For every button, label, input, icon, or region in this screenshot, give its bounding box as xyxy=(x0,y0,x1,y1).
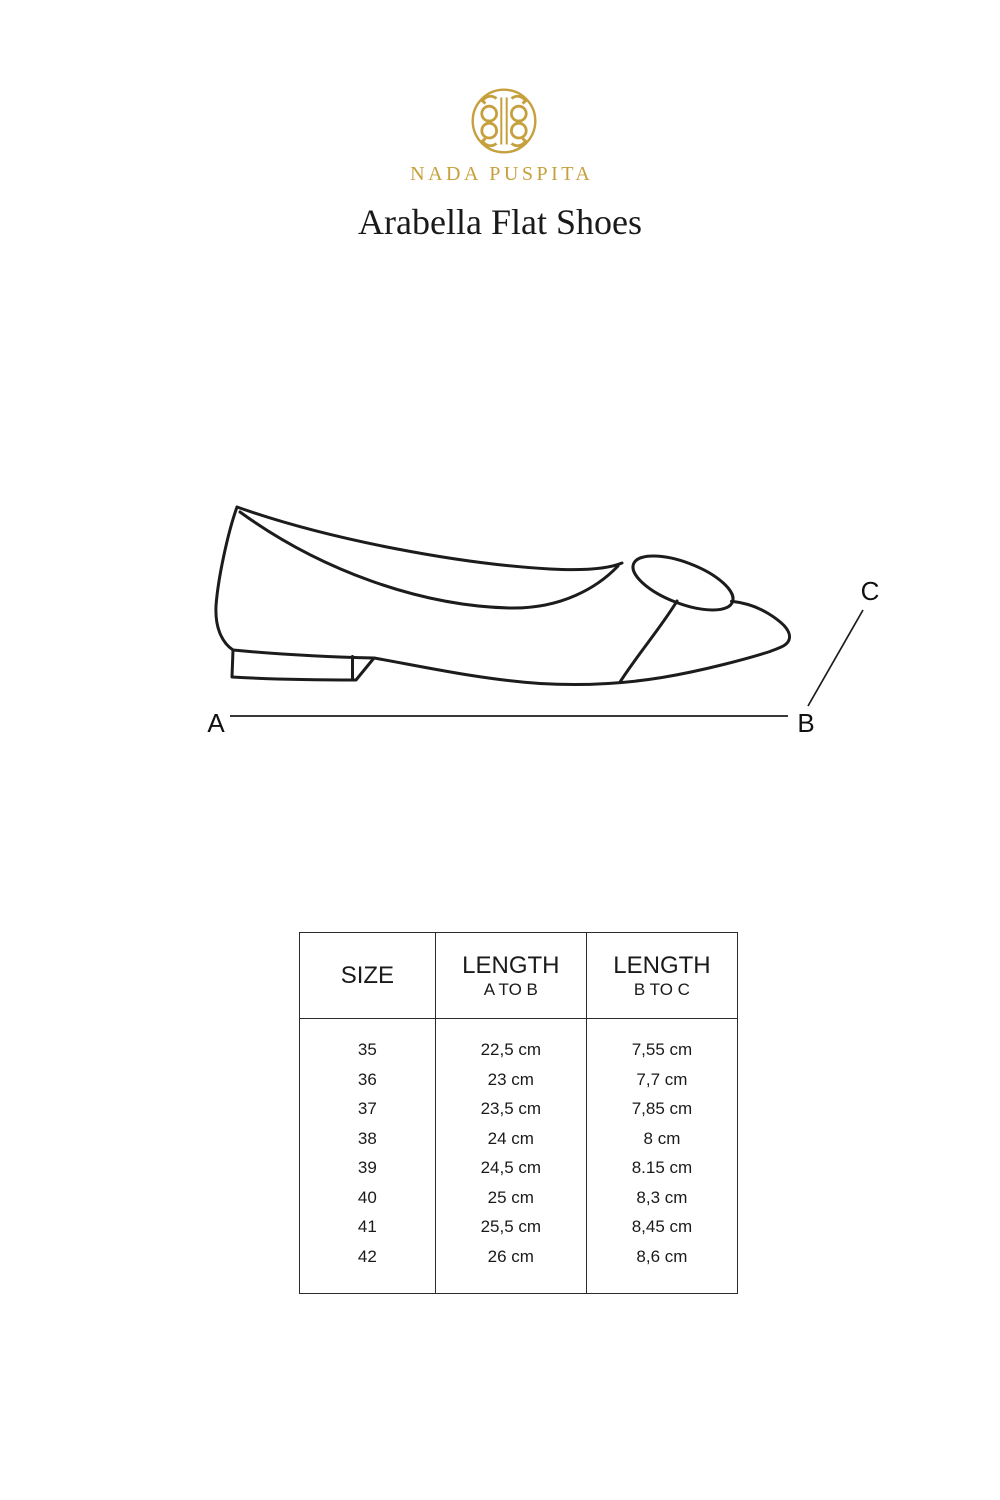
table-row xyxy=(300,1212,738,1242)
table-row xyxy=(300,1153,738,1183)
size-table xyxy=(299,932,738,1294)
brand-monogram-icon xyxy=(470,87,538,155)
col-header-length-a-to-b-sub: A TO B xyxy=(483,979,538,999)
marker-label-c: C xyxy=(860,576,880,606)
marker-label-b: B xyxy=(797,708,815,738)
b-to-c-line xyxy=(808,610,863,706)
shoe-drawing xyxy=(216,507,790,685)
brand-name: NADA PUSPITA xyxy=(410,163,594,185)
table-row xyxy=(300,1242,738,1294)
size-cell: 38 xyxy=(300,1124,436,1154)
page-title: Arabella Flat Shoes xyxy=(358,202,642,242)
length-b-to-c-cell: 7,7 cm xyxy=(586,1065,737,1095)
size-cell: 39 xyxy=(300,1153,436,1183)
col-header-length-b-to-c-title: LENGTH xyxy=(613,951,711,979)
length-a-to-b-cell: 24,5 cm xyxy=(435,1153,586,1183)
table-row xyxy=(300,1183,738,1213)
length-b-to-c-cell: 7,55 cm xyxy=(586,1019,737,1065)
col-header-length-b-to-c-sub: B TO C xyxy=(633,979,690,999)
length-b-to-c-cell: 8,45 cm xyxy=(586,1212,737,1242)
table-row xyxy=(300,1124,738,1154)
measurement-diagram xyxy=(180,460,900,760)
length-a-to-b-cell: 25 cm xyxy=(435,1183,586,1213)
length-b-to-c-cell: 8 cm xyxy=(586,1124,737,1154)
length-b-to-c-cell: 7,85 cm xyxy=(586,1094,737,1124)
col-header-size xyxy=(300,933,436,1019)
table-header-row xyxy=(300,933,738,1019)
marker-label-a: A xyxy=(207,708,225,738)
col-header-size-label: SIZE xyxy=(340,961,395,989)
size-cell: 40 xyxy=(300,1183,436,1213)
size-cell: 41 xyxy=(300,1212,436,1242)
col-header-length-a-to-b xyxy=(435,933,586,1019)
length-a-to-b-cell: 25,5 cm xyxy=(435,1212,586,1242)
brand-logo xyxy=(470,87,538,155)
table-row xyxy=(300,1094,738,1124)
length-b-to-c-cell: 8,3 cm xyxy=(586,1183,737,1213)
size-cell: 37 xyxy=(300,1094,436,1124)
col-header-length-b-to-c xyxy=(586,933,737,1019)
length-b-to-c-cell: 8.15 cm xyxy=(586,1153,737,1183)
size-cell: 42 xyxy=(300,1242,436,1294)
length-a-to-b-cell: 26 cm xyxy=(435,1242,586,1294)
size-cell: 36 xyxy=(300,1065,436,1095)
col-header-length-a-to-b-title: LENGTH xyxy=(462,951,560,979)
length-a-to-b-cell: 24 cm xyxy=(435,1124,586,1154)
length-a-to-b-cell: 23 cm xyxy=(435,1065,586,1095)
table-row xyxy=(300,1019,738,1065)
length-a-to-b-cell: 23,5 cm xyxy=(435,1094,586,1124)
size-cell: 35 xyxy=(300,1019,436,1065)
length-a-to-b-cell: 22,5 cm xyxy=(435,1019,586,1065)
table-row xyxy=(300,1065,738,1095)
length-b-to-c-cell: 8,6 cm xyxy=(586,1242,737,1294)
oval-ornament xyxy=(626,545,740,621)
